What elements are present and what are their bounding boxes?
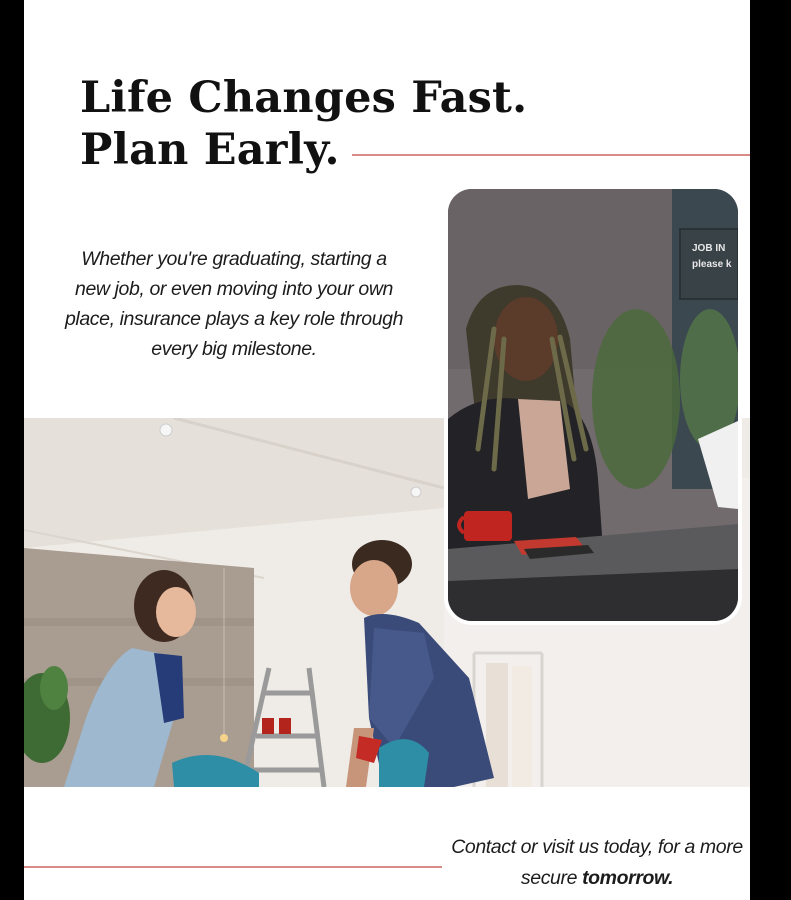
headline-line-2: Plan Early.	[80, 125, 340, 175]
cta-text: Contact or visit us today, for a more secure	[451, 836, 743, 889]
interview-photo	[444, 185, 742, 625]
accent-rule-top	[352, 154, 750, 156]
sign-text-line-2: please k	[692, 259, 732, 270]
cta-emphasis: tomorrow.	[582, 867, 674, 889]
sign-text-line-1: JOB IN	[692, 243, 726, 254]
headline	[80, 72, 527, 176]
accent-rule-bottom	[24, 866, 442, 868]
interview-photo-illustration	[448, 189, 738, 621]
headline-line-1: Life Changes Fast.	[80, 73, 528, 123]
intro-paragraph: Whether you're graduating, starting a new job, or even moving into your own place, insurance plays a key role through every big milestone.	[64, 248, 404, 360]
right-black-border	[750, 0, 791, 900]
flyer-page	[24, 0, 750, 900]
contact-call-to-action	[444, 832, 750, 894]
left-black-border	[0, 0, 24, 900]
